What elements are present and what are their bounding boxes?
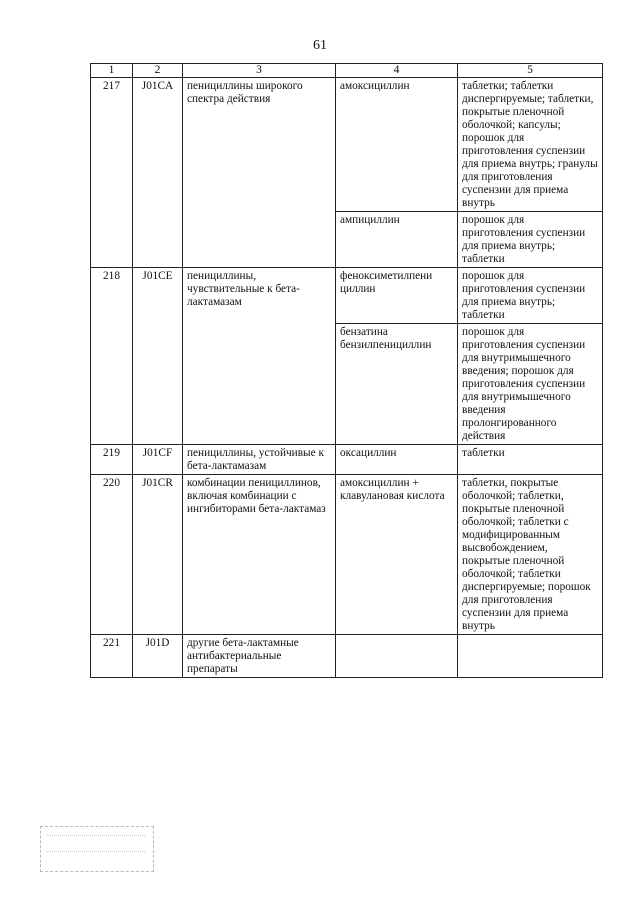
- drug-name: амоксициллин: [336, 78, 458, 212]
- dosage-forms: порошок для приготовления суспензии для приема внутрь; таблетки: [458, 268, 603, 324]
- table-row: [91, 268, 603, 324]
- row-number: 218: [91, 268, 133, 445]
- faint-stamp-mark: [40, 826, 154, 872]
- page-number: 61: [313, 38, 327, 53]
- table-row: [91, 78, 603, 212]
- dosage-forms: таблетки; таблетки диспергируемые; таблетки, покрытые пленочной оболочкой; капсулы; порошок для приготовления суспензии для приема внутрь; гранулы для приготовления суспензии для приема внутрь: [458, 78, 603, 212]
- medication-table: [90, 63, 603, 678]
- dosage-forms: порошок для приготовления суспензии для внутримышечного введения; порошок для приготовления суспензии для внутримышечного введения пролонгированного действия: [458, 324, 603, 445]
- column-header: 5: [458, 64, 603, 78]
- column-header: 3: [183, 64, 336, 78]
- drug-group: пенициллины, чувствительные к бета-лактамазам: [183, 268, 336, 445]
- drug-name: ампициллин: [336, 212, 458, 268]
- drug-name: амоксициллин + клавулановая кислота: [336, 475, 458, 635]
- atc-code: J01CF: [133, 445, 183, 475]
- atc-code: J01CA: [133, 78, 183, 268]
- drug-name: бензатина бензилпенициллин: [336, 324, 458, 445]
- dosage-forms: таблетки: [458, 445, 603, 475]
- row-number: 219: [91, 445, 133, 475]
- atc-code: J01D: [133, 635, 183, 678]
- row-number: 220: [91, 475, 133, 635]
- drug-group: комбинации пенициллинов, включая комбинации с ингибиторами бета-лактамаз: [183, 475, 336, 635]
- column-header: 2: [133, 64, 183, 78]
- drug-name: феноксиметилпени циллин: [336, 268, 458, 324]
- table-row: [91, 635, 603, 678]
- atc-code: J01CE: [133, 268, 183, 445]
- atc-code: J01CR: [133, 475, 183, 635]
- dosage-forms: [458, 635, 603, 678]
- dosage-forms: порошок для приготовления суспензии для приема внутрь; таблетки: [458, 212, 603, 268]
- table-header-row: [91, 64, 603, 78]
- table-row: [91, 445, 603, 475]
- drug-name: [336, 635, 458, 678]
- row-number: 217: [91, 78, 133, 268]
- column-header: 4: [336, 64, 458, 78]
- drug-group: пенициллины широкого спектра действия: [183, 78, 336, 268]
- drug-group: другие бета-лактамные антибактериальные препараты: [183, 635, 336, 678]
- column-header: 1: [91, 64, 133, 78]
- drug-name: оксациллин: [336, 445, 458, 475]
- dosage-forms: таблетки, покрытые оболочкой; таблетки, покрытые пленочной оболочкой; таблетки с модифицированным высвобождением, покрытые пленочной оболочкой; таблетки диспергируемые; порошок для приготовления суспензии для приема внутрь: [458, 475, 603, 635]
- table-row: [91, 475, 603, 635]
- row-number: 221: [91, 635, 133, 678]
- drug-group: пенициллины, устойчивые к бета-лактамазам: [183, 445, 336, 475]
